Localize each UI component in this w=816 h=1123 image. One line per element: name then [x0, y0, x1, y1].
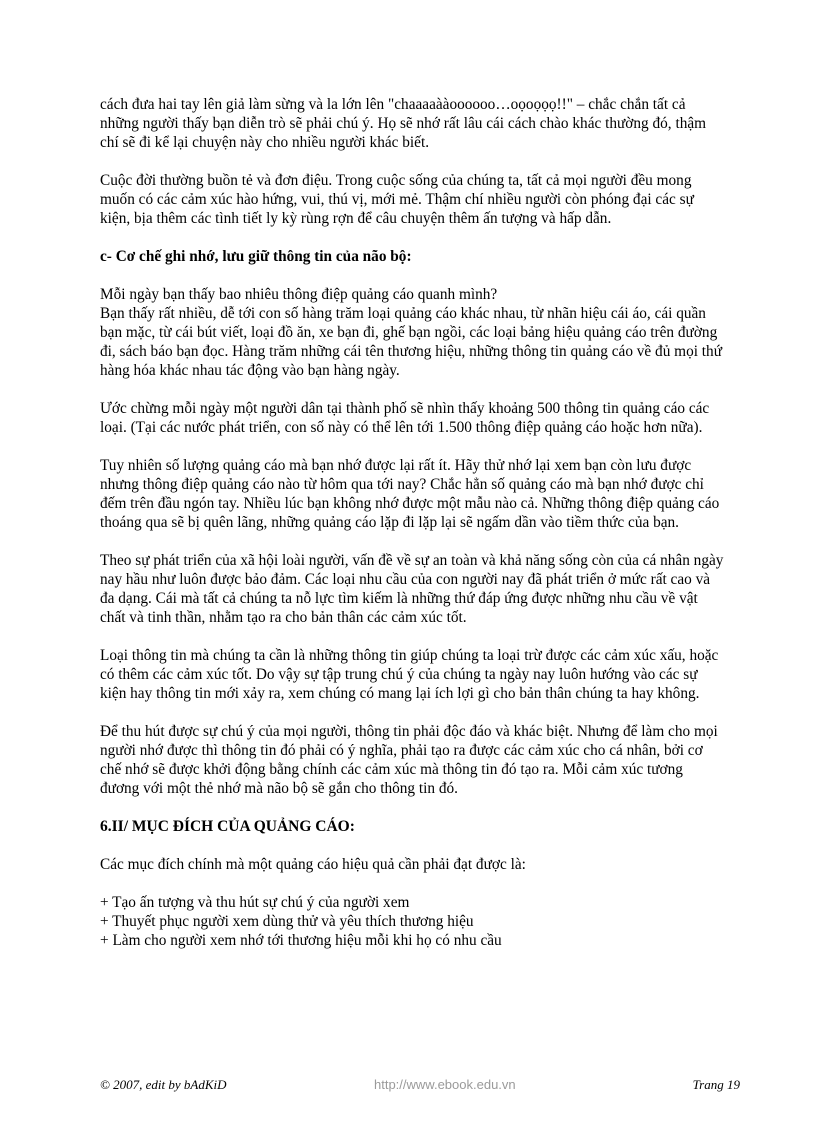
list-item: + Thuyết phục người xem dùng thử và yêu thích thương hiệu — [100, 913, 474, 930]
paragraph: cách đưa hai tay lên giả làm sừng và la lớn lên "chaaaaààoooooo…oọoọọọ!!" – chắc chắn tất cả những người thấy bạn diễn trò sẽ phải chú ý. Họ sẽ nhớ rất lâu cái cách chào khác thường đó, thậm chí sẽ đi kể lại chuyện này cho nhiều người khác biết. — [100, 96, 707, 151]
website-watermark: http://www.ebook.edu.vn — [374, 1077, 516, 1092]
paragraph: Mỗi ngày bạn thấy bao nhiêu thông điệp quảng cáo quanh mình? — [100, 286, 498, 303]
paragraph: Các mục đích chính mà một quảng cáo hiệu quả cần phải đạt được là: — [100, 856, 526, 873]
paragraph: Để thu hút được sự chú ý của mọi người, thông tin phải độc đáo và khác biệt. Nhưng để làm cho mọi người nhớ được thì thông tin đó phải có ý nghĩa, phải tạo ra được các cảm xúc cho cá nhân, bởi cơ chế nhớ sẽ được khởi động bằng chính các cảm xúc mà thông tin đó tạo ra. Mỗi cảm xúc tương đương với một thẻ nhớ mà não bộ sẽ gắn cho thông tin đó. — [100, 723, 718, 797]
list-item: + Làm cho người xem nhớ tới thương hiệu mỗi khi họ có nhu cầu — [100, 932, 502, 949]
paragraph: Bạn thấy rất nhiều, dễ tới con số hàng trăm loại quảng cáo khác nhau, từ nhãn hiệu cái áo, cái quần bạn mặc, từ cái bút viết, loại đồ ăn, xe bạn đi, ghế bạn ngồi, các loại bảng hiệu quảng cáo trên đường đi, sách báo bạn đọc. Hàng trăm những cái tên thương hiệu, những thông tin quảng cáo về đủ mọi thứ hàng hóa khác nhau tác động vào bạn hàng ngày. — [100, 305, 722, 379]
paragraph: Tuy nhiên số lượng quảng cáo mà bạn nhớ được lại rất ít. Hãy thử nhớ lại xem bạn còn lưu được nhưng thông điệp quảng cáo nào từ hôm qua tới nay? Chắc hẳn số quảng cáo mà bạn nhớ được chỉ đếm trên đầu ngón tay. Nhiều lúc bạn không nhớ được một mẫu nào cả. Những thông điệp quảng cáo thoáng qua sẽ bị quên lãng, những quảng cáo lặp đi lặp lại sẽ ngấm dần vào tiềm thức của bạn. — [100, 457, 720, 531]
document-body — [100, 95, 725, 950]
page-footer — [100, 1077, 740, 1097]
paragraph: Theo sự phát triển của xã hội loài người, vấn đề về sự an toàn và khả năng sống còn của cá nhân ngày nay hầu như luôn được bảo đảm. Các loại nhu cầu của con người nay đã phát triển ở mức rất cao và đa dạng. Cái mà tất cả chúng ta nỗ lực tìm kiếm là những thứ đáp ứng được những nhu cầu về vật chất và tinh thần, nhằm tạo ra cho bản thân các cảm xúc tốt. — [100, 552, 724, 626]
paragraph: Loại thông tin mà chúng ta cần là những thông tin giúp chúng ta loại trừ được các cảm xúc xấu, hoặc có thêm các cảm xúc tốt. Do vậy sự tập trung chú ý của chúng ta ngày nay luôn hướng vào các sự kiện hay thông tin mới xảy ra, xem chúng có mang lại ích lợi gì cho bản thân chúng ta hay không. — [100, 647, 719, 702]
subsection-heading: c- Cơ chế ghi nhớ, lưu giữ thông tin của não bộ: — [100, 248, 412, 265]
section-heading: 6.II/ MỤC ĐÍCH CỦA QUẢNG CÁO: — [100, 818, 355, 835]
copyright-text: © 2007, edit by bAdKiD — [100, 1077, 227, 1092]
page-number: Trang 19 — [692, 1077, 740, 1092]
list-item: + Tạo ấn tượng và thu hút sự chú ý của người xem — [100, 894, 410, 911]
paragraph: Ước chừng mỗi ngày một người dân tại thành phố sẽ nhìn thấy khoảng 500 thông tin quảng cáo các loại. (Tại các nước phát triển, con số này có thể lên tới 1.500 thông điệp quảng cáo hoặc hơn nữa). — [100, 400, 710, 436]
purpose-list — [100, 893, 725, 950]
paragraph: Cuộc đời thường buồn tẻ và đơn điệu. Trong cuộc sống của chúng ta, tất cả mọi người đều mong muốn có các cảm xúc hào hứng, vui, thú vị, mới mẻ. Thậm chí nhiều người còn phóng đại các sự kiện, bịa thêm các tình tiết ly kỳ rùng rợn để câu chuyện thêm ấn tượng và hấp dẫn. — [100, 172, 694, 227]
